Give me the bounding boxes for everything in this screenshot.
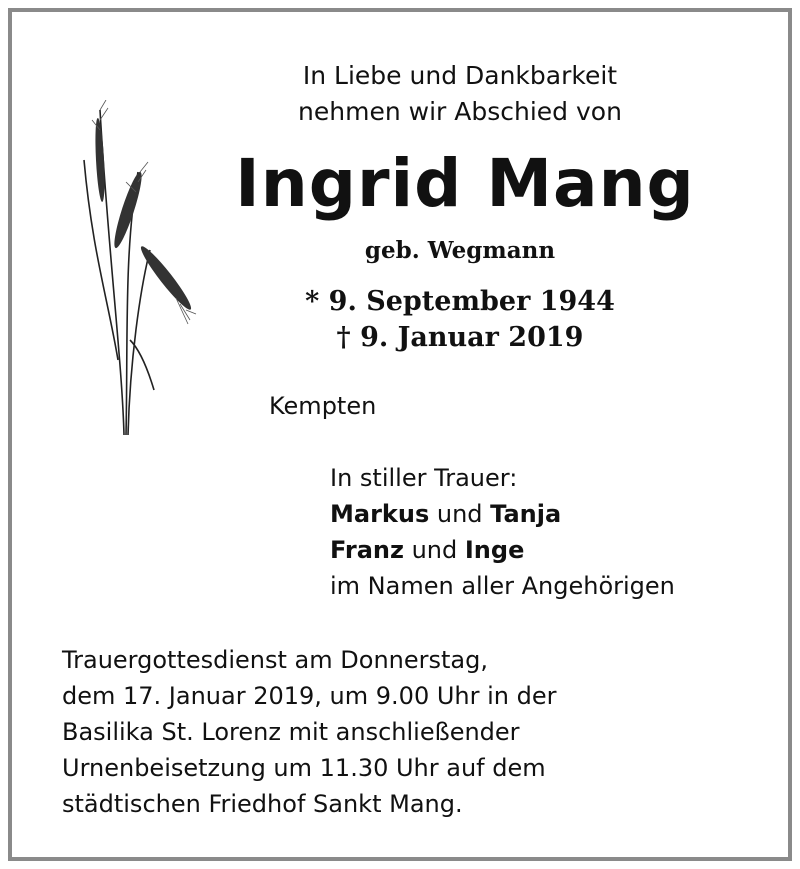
mourners-closing: im Namen aller Angehörigen — [330, 572, 675, 600]
mourner-name: Tanja — [490, 500, 562, 528]
service-line: dem 17. Januar 2019, um 9.00 Uhr in der — [62, 682, 557, 710]
service-info — [62, 642, 556, 822]
birth-date: * 9. September 1944 — [305, 286, 615, 317]
mourners-row-2 — [330, 532, 675, 568]
mourner-name: Inge — [464, 536, 525, 564]
intro-text — [260, 58, 660, 130]
mourner-name: Franz — [330, 536, 404, 564]
wheat-icon — [78, 100, 198, 440]
service-line: Urnenbeisetzung um 11.30 Uhr auf dem — [62, 754, 546, 782]
intro-line-1: In Liebe und Dankbarkeit — [302, 61, 618, 90]
mourner-sep: und — [403, 536, 465, 564]
mourner-name: Markus — [330, 500, 430, 528]
city: Kempten — [269, 392, 377, 420]
service-line: Basilika St. Lorenz mit anschließender — [62, 718, 520, 746]
intro-line-2: nehmen wir Abschied von — [298, 97, 622, 126]
deceased-name: Ingrid Mang — [235, 145, 695, 222]
death-date: † 9. Januar 2019 — [336, 322, 584, 353]
service-line: städtischen Friedhof Sankt Mang. — [62, 790, 463, 818]
mourners-intro: In stiller Trauer: — [330, 464, 518, 492]
mourner-sep: und — [429, 500, 491, 528]
maiden-name: geb. Wegmann — [364, 237, 556, 264]
mourners-row-1 — [330, 496, 675, 532]
service-line: Trauergottesdienst am Donnerstag, — [62, 646, 488, 674]
mourners-block — [330, 460, 675, 604]
